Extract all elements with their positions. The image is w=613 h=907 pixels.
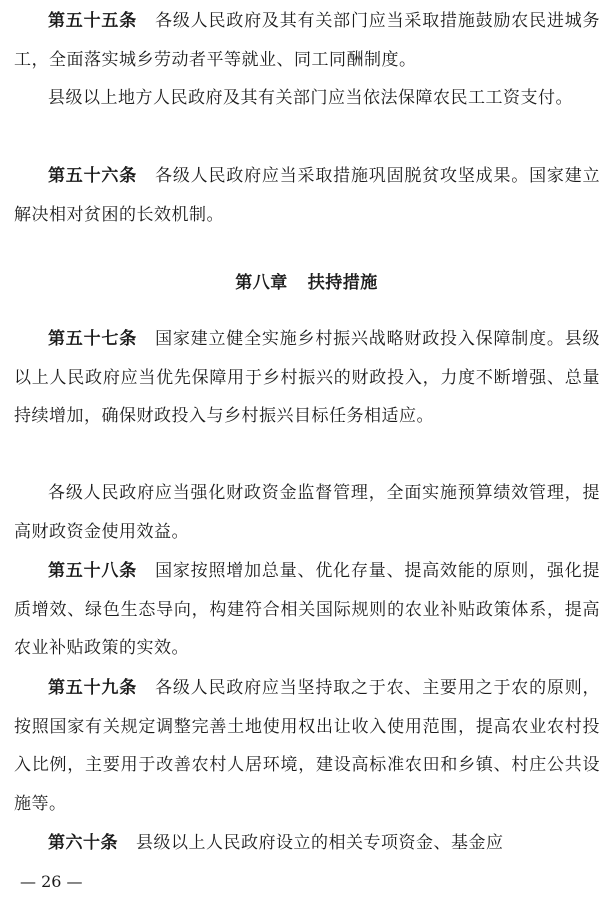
article-60-paragraph [14,824,600,863]
article-57-paragraph [14,320,600,436]
chapter-heading [0,268,613,293]
article-55-number: 第五十五条 [48,11,138,31]
article-58-paragraph [14,552,600,668]
article-55-text: 各级人民政府及其有关部门应当采取措施鼓励农民进城务工，全面落实城乡劳动者平等就业、同工同酬制度。 [14,11,601,70]
article-59-paragraph [14,669,600,823]
page-number: — 26 — [20,872,83,891]
article-57-number: 第五十七条 [48,329,138,349]
article-58-number: 第五十八条 [48,561,138,581]
article-56-text: 各级人民政府应当采取措施巩固脱贫攻坚成果。国家建立解决相对贫困的长效机制。 [14,166,601,225]
article-55-paragraph-2 [14,79,600,118]
article-57-text-2: 各级人民政府应当强化财政资金监督管理，全面实施预算绩效管理，提高财政资金使用效益。 [14,483,600,542]
article-55-text-2: 县级以上地方人民政府及其有关部门应当依法保障农民工工资支付。 [48,88,573,108]
article-60-number: 第六十条 [48,833,118,853]
article-56-paragraph [14,157,600,234]
article-57-paragraph-2 [14,474,600,551]
article-56-number: 第五十六条 [48,166,138,186]
chapter-number: 第八章 [235,273,288,293]
article-55-paragraph [14,2,600,79]
article-59-text: 各级人民政府应当坚持取之于农、主要用之于农的原则，按照国家有关规定调整完善土地使用权出让收入使用范围，提高农业农村投入比例，主要用于改善农村人居环境，建设高标准农田和乡镇、村庄公共设施等。 [14,678,601,814]
article-58-text: 国家按照增加总量、优化存量、提高效能的原则，强化提质增效、绿色生态导向，构建符合相关国际规则的农业补贴政策体系，提高农业补贴政策的实效。 [14,561,601,658]
article-57-text: 国家建立健全实施乡村振兴战略财政投入保障制度。县级以上人民政府应当优先保障用于乡村振兴的财政投入，力度不断增强、总量持续增加，确保财政投入与乡村振兴目标任务相适应。 [14,329,601,426]
article-59-number: 第五十九条 [48,678,138,698]
chapter-title: 扶持措施 [307,273,378,293]
article-60-text: 县级以上人民政府设立的相关专项资金、基金应 [136,833,504,853]
